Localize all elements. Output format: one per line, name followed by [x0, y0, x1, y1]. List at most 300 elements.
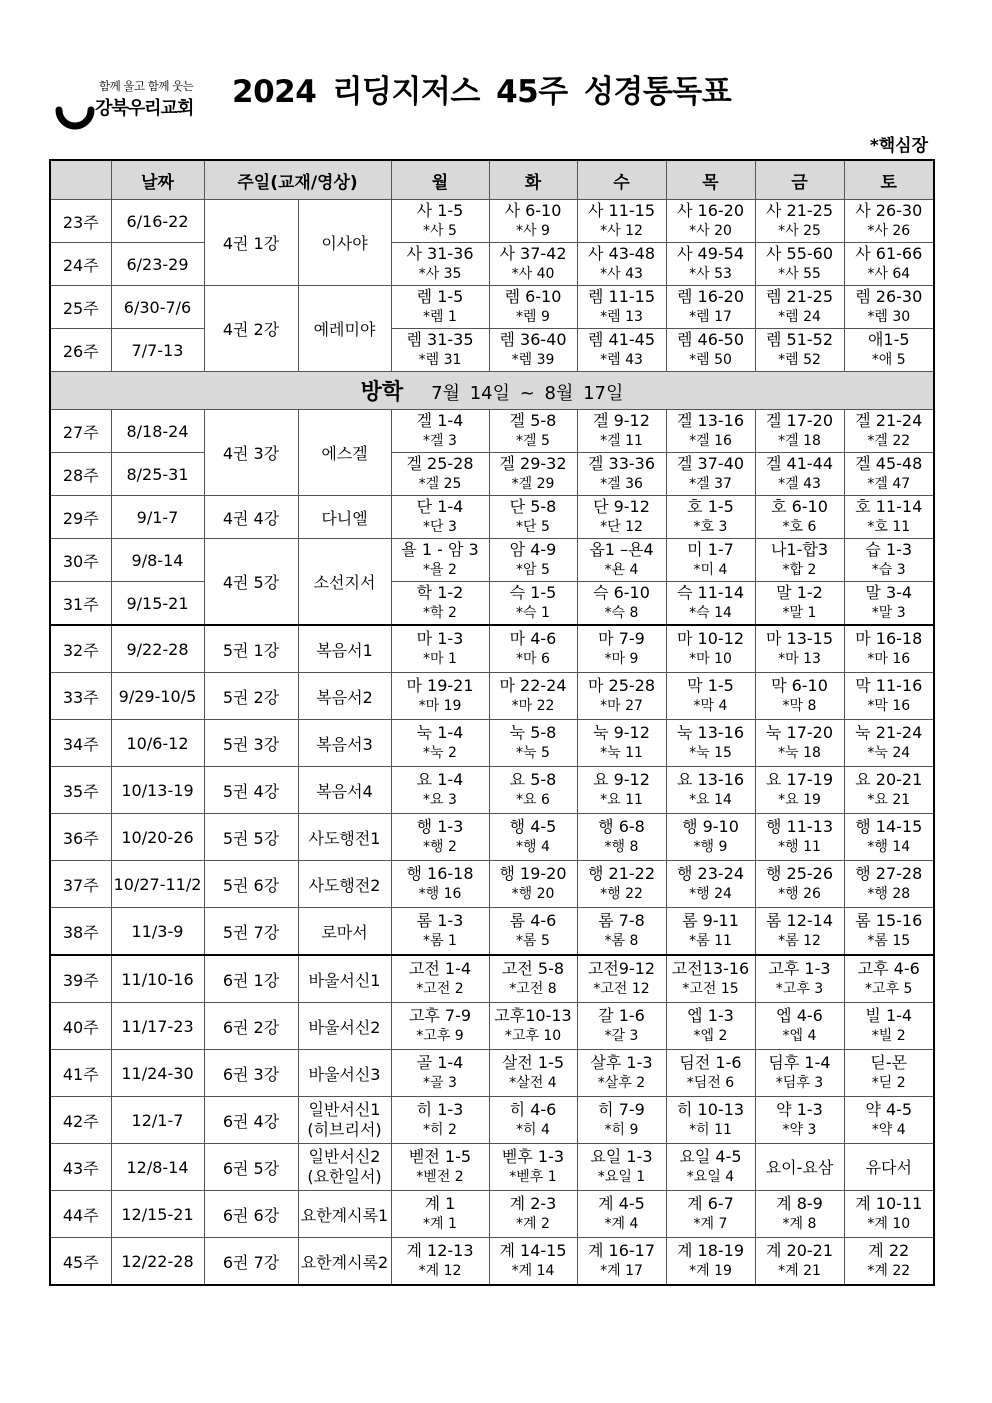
reading-range: 계 16-17: [587, 1241, 656, 1260]
key-chapter: *살전 4: [509, 1075, 557, 1091]
topic-cell: 복음서3: [298, 720, 391, 767]
key-chapter: *마 9: [604, 651, 639, 667]
reading-range: 행 4-5: [509, 817, 557, 836]
key-chapter: *요 19: [778, 792, 821, 808]
reading-range: 롬 4-6: [509, 911, 557, 930]
reading-cell: [844, 582, 934, 626]
key-chapter: *렘 9: [516, 309, 550, 325]
week-cell: 27주: [50, 410, 111, 453]
key-chapter: *히 9: [604, 1122, 639, 1138]
page-title: 2024 리딩지저스 45주 성경통독표: [232, 74, 732, 110]
key-chapter: *계 14: [511, 1263, 555, 1279]
table-row: [50, 539, 934, 582]
reading-cell: [844, 1097, 934, 1144]
reading-range: 말 1-2: [776, 583, 823, 602]
reading-range: 계 10-11: [855, 1194, 923, 1213]
key-chapter: *계 8: [782, 1216, 817, 1232]
reading-range: 마 1-3: [416, 629, 464, 648]
date-cell: 6/30-7/6: [111, 286, 204, 329]
key-chapter: *고후 10: [504, 1028, 562, 1044]
reading-range: 슥 11-14: [676, 583, 745, 602]
reading-range: 습 1-3: [865, 540, 913, 559]
reading-cell: [666, 496, 755, 539]
reading-range: 딤후 1-4: [768, 1053, 831, 1072]
reading-range: 렘 46-50: [676, 330, 745, 349]
table-row: [50, 1050, 934, 1097]
week-cell: 32주: [50, 625, 111, 673]
reading-cell: [577, 1191, 666, 1238]
reading-cell: [489, 1144, 577, 1191]
reading-range: 유다서: [865, 1157, 912, 1177]
header-tue: 화: [489, 160, 577, 200]
key-chapter: *사 53: [689, 266, 732, 282]
date-cell: 11/24-30: [111, 1050, 204, 1097]
reading-cell: [577, 200, 666, 243]
key-chapter: *단 12: [600, 519, 643, 535]
key-chapter: *눅 24: [867, 745, 911, 761]
reading-range: 딛-몬: [870, 1053, 908, 1072]
date-cell: 7/7-13: [111, 329, 204, 372]
reading-cell: [489, 286, 577, 329]
key-chapter: *겔 18: [778, 433, 821, 449]
lesson-cell: 4권 3강: [204, 410, 298, 496]
topic-cell: 다니엘: [298, 496, 391, 539]
key-chapter: *계 19: [689, 1263, 732, 1279]
reading-cell: [489, 539, 577, 582]
reading-range: 행 25-26: [765, 864, 834, 883]
key-chapter: *행 9: [693, 839, 728, 855]
reading-range: 겔 21-24: [855, 411, 923, 430]
reading-cell: [755, 453, 844, 496]
key-chapter: *요 21: [867, 792, 911, 808]
key-chapter: *행 20: [511, 886, 555, 902]
key-chapter: *약 3: [782, 1122, 817, 1138]
reading-range: 겔 45-48: [855, 454, 923, 473]
date-cell: 10/27-11/2: [111, 861, 204, 908]
week-cell: 41주: [50, 1050, 111, 1097]
key-chapter: *고전 2: [416, 981, 464, 997]
reading-range: 골 1-4: [416, 1053, 464, 1072]
reading-cell: [391, 1050, 489, 1097]
date-cell: 10/6-12: [111, 720, 204, 767]
table-row: [50, 908, 934, 956]
topic-cell: 소선지서: [298, 539, 391, 626]
table-row: [50, 200, 934, 243]
reading-range: 엡 1-3: [687, 1006, 734, 1025]
key-chapter: *롬 8: [604, 933, 639, 949]
topic-cell: 에스겔: [298, 410, 391, 496]
lesson-cell: 5권 5강: [204, 814, 298, 861]
key-chapter: *호 11: [867, 519, 911, 535]
reading-range: 고후 1-3: [768, 959, 831, 978]
table-row: [50, 673, 934, 720]
key-chapter: *계 1: [423, 1216, 457, 1232]
reading-range: 행 27-28: [855, 864, 923, 883]
key-chapter: *호 3: [693, 519, 728, 535]
reading-range: 사 1-5: [416, 201, 464, 220]
reading-cell: [577, 861, 666, 908]
reading-range: 고후 7-9: [408, 1006, 472, 1025]
reading-cell: [577, 243, 666, 286]
topic-cell: 복음서4: [298, 767, 391, 814]
reading-cell: [666, 243, 755, 286]
topic-line-2: (요한일서): [307, 1167, 382, 1186]
reading-cell: [666, 286, 755, 329]
week-cell: 29주: [50, 496, 111, 539]
key-chapter: *눅 2: [423, 745, 457, 761]
reading-cell: [755, 329, 844, 372]
table-header-row: [50, 160, 934, 200]
reading-range: 계 20-21: [765, 1241, 834, 1260]
reading-cell: [577, 1003, 666, 1050]
reading-range: 요 9-12: [593, 770, 650, 789]
reading-cell: [666, 453, 755, 496]
reading-cell: [489, 720, 577, 767]
reading-cell: [755, 908, 844, 956]
reading-range: 롬 7-8: [598, 911, 645, 930]
reading-cell: [844, 767, 934, 814]
key-chapter: *요 3: [423, 792, 457, 808]
key-chapter: *벧후 1: [509, 1169, 557, 1185]
key-chapter: *습 3: [871, 562, 906, 578]
reading-range: 계 22: [868, 1241, 910, 1260]
reading-range: 눅 21-24: [855, 723, 923, 742]
reading-range: 고전9-12: [587, 959, 656, 978]
reading-range: 요이-요삼: [765, 1157, 834, 1177]
reading-cell: [755, 243, 844, 286]
key-chapter: *눅 18: [778, 745, 821, 761]
key-chapter: *계 17: [600, 1263, 643, 1279]
week-cell: 38주: [50, 908, 111, 956]
key-chapter: *렘 30: [867, 309, 911, 325]
reading-range: 눅 9-12: [593, 723, 650, 742]
key-chapter: *사 26: [867, 223, 911, 239]
reading-cell: [489, 814, 577, 861]
reading-range: 행 14-15: [855, 817, 923, 836]
key-chapter: *사 9: [516, 223, 550, 239]
key-chapter: *렘 43: [600, 352, 643, 368]
reading-cell: [755, 1238, 844, 1286]
reading-range: 사 26-30: [855, 201, 923, 220]
reading-range: 사 16-20: [676, 201, 745, 220]
reading-range: 롬 9-11: [682, 911, 739, 930]
header-week: [50, 160, 111, 200]
reading-cell: [666, 814, 755, 861]
reading-range: 겔 17-20: [765, 411, 834, 430]
reading-cell: [577, 410, 666, 453]
key-chapter: *애 5: [871, 352, 906, 368]
topic-line-1: 일반서신2: [308, 1147, 381, 1166]
reading-range: 겔 37-40: [676, 454, 745, 473]
lesson-cell: 5권 7강: [204, 908, 298, 956]
table-row: [50, 496, 934, 539]
key-chapter: *마 16: [867, 651, 911, 667]
key-chapter: *욜 2: [423, 562, 457, 578]
reading-cell: [844, 453, 934, 496]
week-cell: 34주: [50, 720, 111, 767]
reading-range: 요 17-19: [765, 770, 834, 789]
reading-cell: [844, 814, 934, 861]
lesson-cell: 6권 7강: [204, 1238, 298, 1286]
reading-range: 렘 16-20: [676, 287, 745, 306]
reading-cell: [489, 496, 577, 539]
reading-cell: [844, 1191, 934, 1238]
reading-range: 막 11-16: [855, 676, 923, 695]
reading-range: 암 4-9: [509, 540, 557, 559]
reading-range: 겔 41-44: [765, 454, 834, 473]
key-chapter: *사 35: [418, 266, 462, 282]
topic-cell: 바울서신3: [298, 1050, 391, 1097]
table-row: [50, 625, 934, 673]
reading-cell: [844, 243, 934, 286]
reading-cell: [844, 673, 934, 720]
logo-church-name: 강북우리교회: [95, 98, 194, 119]
reading-cell: [489, 767, 577, 814]
key-chapter: *마 19: [418, 698, 462, 714]
topic-cell: 복음서2: [298, 673, 391, 720]
reading-cell: [489, 1191, 577, 1238]
reading-range: 사 43-48: [587, 244, 656, 263]
reading-cell: [391, 582, 489, 626]
reading-range: 행 19-20: [499, 864, 567, 883]
key-chapter-note: *핵심장: [869, 136, 928, 156]
reading-cell: [391, 1003, 489, 1050]
key-chapter: *렘 31: [418, 352, 462, 368]
key-chapter: *엡 4: [782, 1028, 817, 1044]
table-row: [50, 1144, 934, 1191]
reading-cell: [755, 767, 844, 814]
key-chapter: *골 3: [423, 1075, 457, 1091]
key-chapter: *고후 5: [865, 981, 913, 997]
key-chapter: *마 1: [423, 651, 457, 667]
reading-range: 호 11-14: [855, 497, 923, 516]
logo-tagline: 함께 울고 함께 웃는: [99, 79, 194, 93]
reading-cell: [844, 539, 934, 582]
lesson-cell: 4권 1강: [204, 200, 298, 286]
reading-cell: [489, 200, 577, 243]
key-chapter: *살후 2: [597, 1075, 646, 1091]
key-chapter: *말 1: [782, 605, 817, 621]
key-chapter: *겔 43: [778, 476, 821, 492]
church-logo: [55, 78, 205, 142]
week-cell: 43주: [50, 1144, 111, 1191]
reading-cell: [391, 1097, 489, 1144]
key-chapter: *사 40: [511, 266, 555, 282]
reading-cell: [489, 1238, 577, 1286]
key-chapter: *슥 14: [689, 605, 732, 621]
reading-range: 렘 21-25: [765, 287, 834, 306]
lesson-cell: 5권 2강: [204, 673, 298, 720]
topic-cell: [298, 1144, 391, 1191]
reading-range: 히 4-6: [509, 1100, 557, 1119]
key-chapter: *마 22: [511, 698, 555, 714]
reading-range: 행 6-8: [598, 817, 645, 836]
key-chapter: *고전 15: [682, 981, 739, 997]
reading-cell: [666, 1050, 755, 1097]
key-chapter: *계 2: [516, 1216, 550, 1232]
week-cell: 24주: [50, 243, 111, 286]
header-mon: 월: [391, 160, 489, 200]
reading-range: 나1-합3: [770, 540, 829, 559]
reading-range: 빌 1-4: [865, 1006, 913, 1025]
reading-cell: [844, 1144, 934, 1191]
reading-cell: [391, 767, 489, 814]
key-chapter: *겔 22: [867, 433, 911, 449]
reading-range: 계 12-13: [406, 1241, 474, 1260]
key-chapter: *사 25: [778, 223, 821, 239]
reading-cell: [489, 1050, 577, 1097]
reading-cell: [577, 496, 666, 539]
reading-range: 겔 33-36: [587, 454, 656, 473]
reading-cell: [577, 625, 666, 673]
reading-cell: [391, 286, 489, 329]
table-row: [50, 329, 934, 372]
reading-cell: [755, 1144, 844, 1191]
reading-cell: [755, 1050, 844, 1097]
reading-range: 마 13-15: [765, 629, 834, 648]
week-cell: 23주: [50, 200, 111, 243]
key-chapter: *겔 37: [689, 476, 732, 492]
key-chapter: *렘 52: [778, 352, 821, 368]
reading-range: 렘 31-35: [406, 330, 474, 349]
table-row: [50, 286, 934, 329]
reading-cell: [577, 329, 666, 372]
reading-range: 고후 4-6: [857, 959, 920, 978]
reading-cell: [577, 286, 666, 329]
reading-cell: [577, 720, 666, 767]
week-cell: 33주: [50, 673, 111, 720]
reading-cell: [391, 955, 489, 1003]
key-chapter: *계 4: [604, 1216, 639, 1232]
reading-range: 렘 41-45: [587, 330, 656, 349]
reading-range: 렘 11-15: [587, 287, 656, 306]
week-cell: 31주: [50, 582, 111, 626]
key-chapter: *히 4: [516, 1122, 550, 1138]
date-cell: 9/8-14: [111, 539, 204, 582]
reading-range: 계 6-7: [687, 1194, 734, 1213]
reading-range: 계 2-3: [509, 1194, 557, 1213]
reading-cell: [844, 908, 934, 956]
header-thu: 목: [666, 160, 755, 200]
reading-range: 눅 17-20: [765, 723, 834, 742]
reading-range: 사 49-54: [676, 244, 745, 263]
reading-cell: [391, 1238, 489, 1286]
reading-range: 요 5-8: [509, 770, 557, 789]
topic-line-1: 일반서신1: [308, 1100, 381, 1119]
week-cell: 25주: [50, 286, 111, 329]
topic-cell: 사도행전2: [298, 861, 391, 908]
reading-cell: [755, 286, 844, 329]
key-chapter: *롬 11: [689, 933, 732, 949]
reading-cell: [489, 1003, 577, 1050]
key-chapter: *엡 2: [693, 1028, 728, 1044]
reading-cell: [489, 673, 577, 720]
reading-cell: [666, 410, 755, 453]
reading-range: 마 16-18: [855, 629, 923, 648]
table-row: [50, 861, 934, 908]
key-chapter: *약 4: [871, 1122, 906, 1138]
vacation-row: [50, 372, 934, 410]
key-chapter: *딤전 6: [686, 1075, 735, 1091]
reading-range: 슥 6-10: [593, 583, 650, 602]
lesson-cell: 5권 4강: [204, 767, 298, 814]
table-row: [50, 720, 934, 767]
reading-cell: [391, 329, 489, 372]
reading-plan-table: [49, 159, 935, 1286]
header-sunday: 주일(교재/영상): [204, 160, 391, 200]
reading-cell: [577, 582, 666, 626]
lesson-cell: 5권 6강: [204, 861, 298, 908]
vacation-dates: 7월 14일 ~ 8월 17일: [431, 383, 624, 404]
week-cell: 37주: [50, 861, 111, 908]
reading-cell: [844, 200, 934, 243]
topic-cell: 이사야: [298, 200, 391, 286]
reading-cell: [755, 200, 844, 243]
table-row: [50, 1191, 934, 1238]
key-chapter: *히 11: [689, 1122, 732, 1138]
reading-cell: [666, 767, 755, 814]
reading-range: 사 61-66: [855, 244, 923, 263]
reading-range: 행 21-22: [587, 864, 656, 883]
table-row: [50, 1238, 934, 1286]
topic-cell: 복음서1: [298, 625, 391, 673]
reading-cell: [755, 625, 844, 673]
reading-cell: [577, 814, 666, 861]
key-chapter: *롬 15: [867, 933, 911, 949]
reading-range: 렘 1-5: [416, 287, 464, 306]
reading-range: 눅 1-4: [416, 723, 464, 742]
table-row: [50, 453, 934, 496]
vacation-cell: [50, 372, 934, 410]
reading-cell: [844, 720, 934, 767]
week-cell: 44주: [50, 1191, 111, 1238]
table-row: [50, 1003, 934, 1050]
table-row: [50, 955, 934, 1003]
reading-range: 히 7-9: [598, 1100, 645, 1119]
reading-range: 히 10-13: [676, 1100, 745, 1119]
key-chapter: *고전 8: [509, 981, 557, 997]
table-row: [50, 814, 934, 861]
reading-range: 겔 5-8: [509, 411, 557, 430]
reading-range: 고후10-13: [494, 1006, 572, 1025]
reading-cell: [489, 908, 577, 956]
table-row: [50, 582, 934, 626]
reading-cell: [666, 955, 755, 1003]
key-chapter: *사 5: [423, 223, 457, 239]
reading-range: 요 1-4: [416, 770, 464, 789]
topic-cell: 바울서신1: [298, 955, 391, 1003]
reading-cell: [489, 625, 577, 673]
reading-cell: [391, 496, 489, 539]
reading-range: 롬 1-3: [416, 911, 464, 930]
week-cell: 45주: [50, 1238, 111, 1286]
reading-cell: [666, 1238, 755, 1286]
church-logo-arc-icon: [55, 100, 95, 140]
header-wed: 수: [577, 160, 666, 200]
reading-cell: [844, 1003, 934, 1050]
reading-range: 옵1 –욘4: [589, 540, 654, 559]
reading-range: 고전 5-8: [501, 959, 565, 978]
reading-cell: [666, 720, 755, 767]
header-date: 날짜: [111, 160, 204, 200]
reading-range: 겔 29-32: [499, 454, 567, 473]
key-chapter: *미 4: [693, 562, 728, 578]
lesson-cell: 6권 5강: [204, 1144, 298, 1191]
reading-range: 행 11-13: [765, 817, 834, 836]
vacation-label: 방학: [360, 380, 404, 405]
reading-cell: [755, 861, 844, 908]
date-cell: 12/15-21: [111, 1191, 204, 1238]
